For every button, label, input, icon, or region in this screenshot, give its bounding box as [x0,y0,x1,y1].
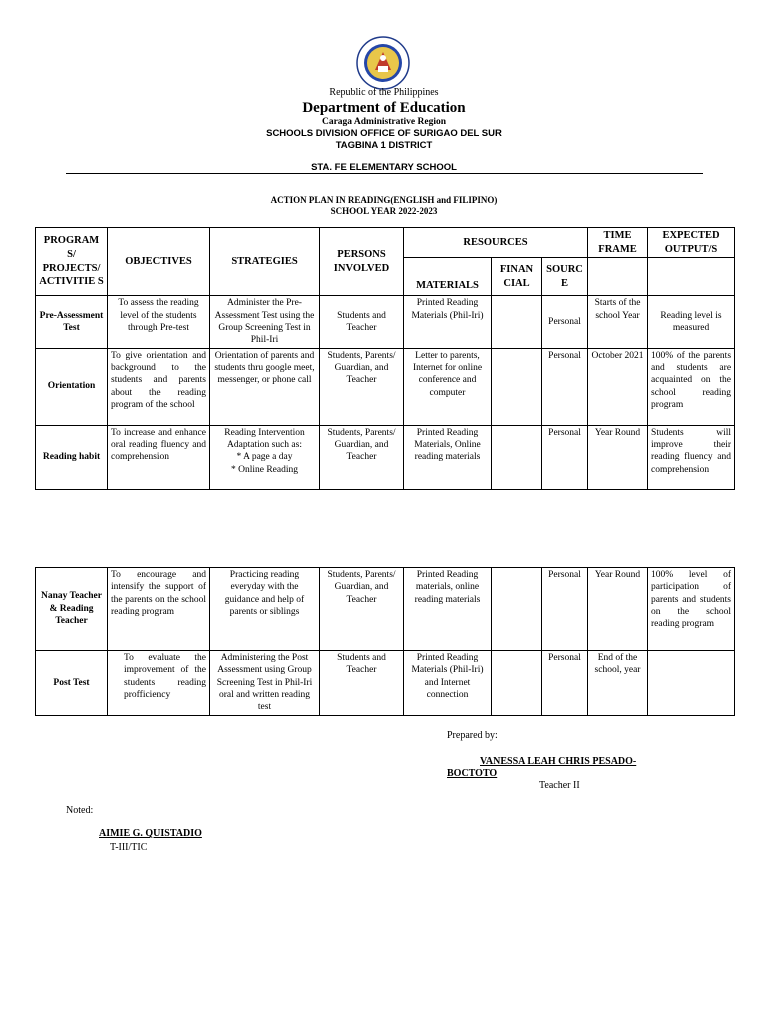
region-line: Caraga Administrative Region [321,117,447,127]
table-row: Orientation To give orientation and background to the students and parents about the reading program of the school Orientation of parents and students thru google meet, messenger, or phone call Students, Parents/ Guardian, and Teacher Letter to parents, Internet for online conference and computer Personal October 2021 100% of the parents and students are acquainted on the school reading program [36,348,735,425]
header-divider [66,173,703,174]
school-year: SCHOOL YEAR 2022-2023 [330,206,438,216]
noted-label: Noted: [66,805,94,816]
prepared-label: Prepared by: [447,730,498,741]
col-resources: RESOURCES [404,228,588,258]
school-name: STA. FE ELEMENTARY SCHOOL [311,162,457,173]
noted-title: T-III/TIC [110,842,148,853]
col-objectives: OBJECTIVES [108,228,210,296]
action-plan-table-continued [35,567,735,716]
table-row: Reading habit To increase and enhance oral reading fluency and comprehension Reading Intervention Adaptation such as: * A page a day * Online Reading Students, Parents/ Guardian, and Teacher Printed Reading Materials, Online reading materials Personal Year Round Students will improve their reading fluency and comprehension [36,425,735,489]
noted-name: AIMIE G. QUISTADIO [99,828,202,839]
col-strategies: STRATEGIES [210,228,320,296]
col-expected-output: EXPECTED OUTPUT/S [648,228,735,258]
col-time-frame: TIME FRAME [588,228,648,258]
prepared-name-line2: BOCTOTO [447,768,498,779]
prepared-title: Teacher II [539,780,580,791]
division-line: SCHOOLS DIVISION OFFICE OF SURIGAO DEL SUR [266,128,502,139]
table-row: Pre-Assessment Test To assess the reading level of the students through Pre-test Administer the Pre-Assessment Test using the Group Screening Test in Phil-Iri Students and Teacher Printed Reading Materials (Phil-Iri) Personal Starts of the school Year Reading level is measured [36,296,735,348]
prepared-name-line1: VANESSA LEAH CHRIS PESADO- [480,756,637,767]
republic-line: Republic of the Philippines [329,87,439,98]
col-programs: PROGRAM S/ PROJECTS/ ACTIVITIE S [36,228,108,296]
deped-seal [356,36,410,90]
plan-title: ACTION PLAN IN READING(ENGLISH and FILIPINO) [270,195,498,205]
col-persons: PERSONS INVOLVED [320,228,404,296]
col-financial: FINAN CIAL [492,258,542,296]
district-line: TAGBINA 1 DISTRICT [335,140,433,151]
action-plan-table [35,227,735,490]
table-row: Nanay Teacher & Reading Teacher To encourage and intensify the support of the parents on the school reading program Practicing reading everyday with the guidance and help of parents or siblings Students, Parents/ Guardian, and Teacher Printed Reading materials, online reading materials Personal Year Round 100% level of participation of parents and students on the school reading program [36,568,735,651]
department-title: Department of Education [302,100,466,116]
col-materials: MATERIALS [404,258,492,296]
col-source: SOURC E [542,258,588,296]
table-row: Post Test To evaluate the improvement of the students reading profficiency Administering the Post Assessment using Group Screening Test in Phil-Iri oral and written reading test Students and Teacher Printed Reading Materials (Phil-Iri) and Internet connection Personal End of the school, year [36,651,735,716]
